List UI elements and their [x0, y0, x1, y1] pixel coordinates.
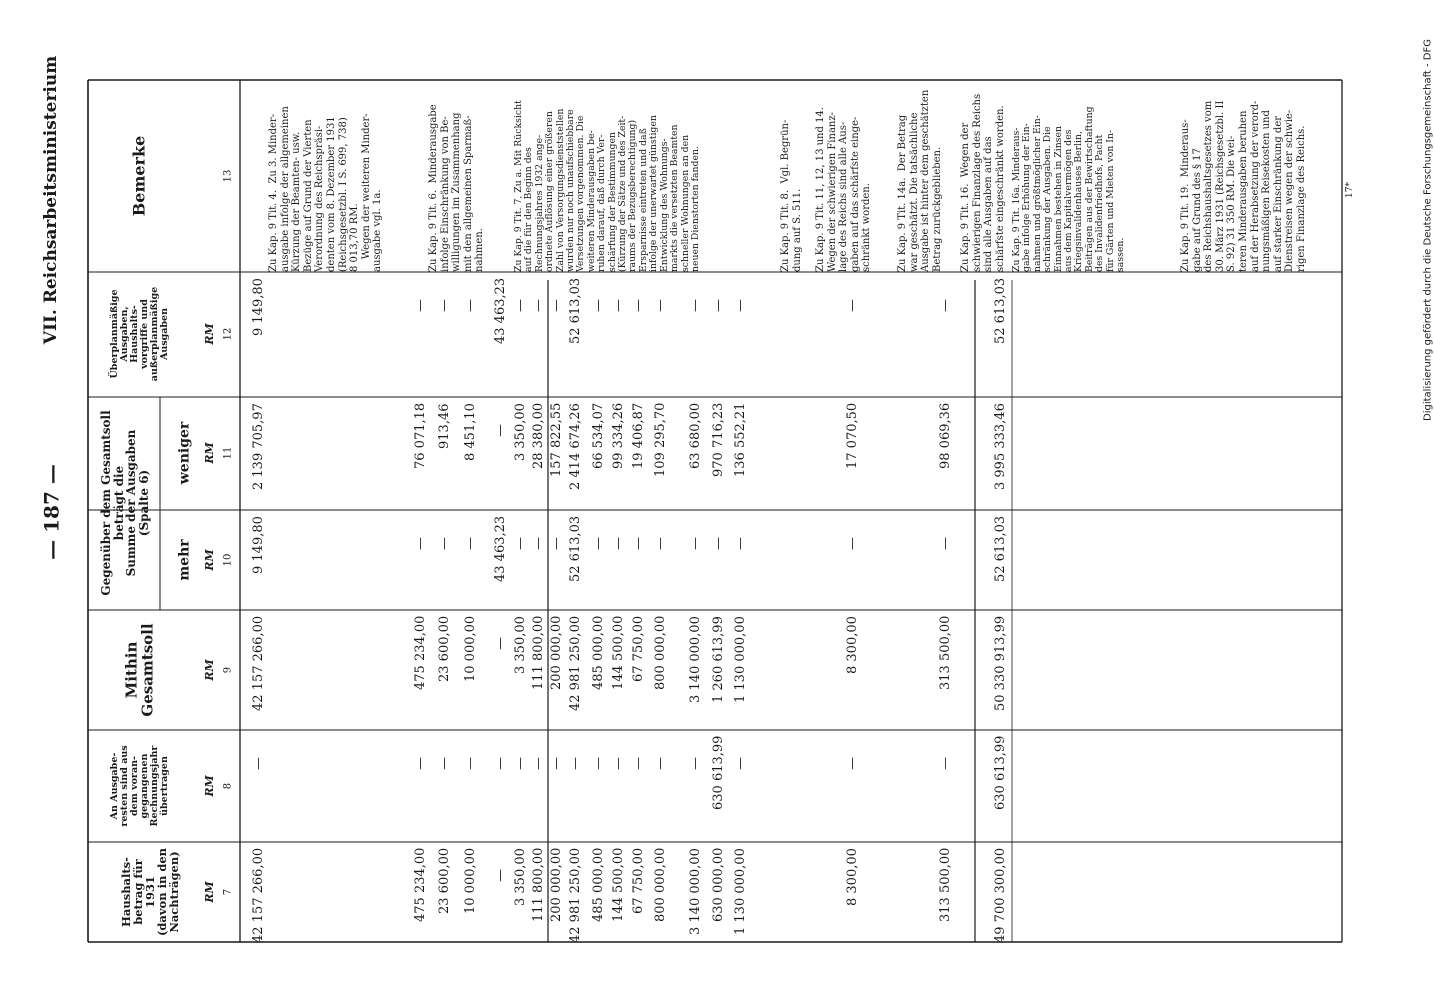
table-cell-c8: 630 613,99 — [711, 735, 726, 810]
table-cell-c9: 800 000,00 — [653, 615, 668, 690]
table-cell-c7: 10 000,00 — [463, 847, 478, 914]
table-cell-c11: 99 334,26 — [611, 402, 626, 469]
column-number-8: 8 — [222, 782, 234, 790]
table-cell-c9: 200 000,00 — [549, 615, 564, 690]
table-cell-c8: — — [733, 757, 748, 770]
table-cell-c7: — — [493, 869, 508, 882]
digitization-note: Digitalisierung gefördert durch die Deutsche Forschungsgemeinschaft - DFG — [1422, 38, 1434, 422]
header-col12: Überplanmäßige Ausgaben, Haushalts- vorgriffe und außerplanmäßige Ausgaben — [109, 286, 170, 382]
table-cell-c10: — — [591, 537, 606, 550]
table-cell-c10: — — [688, 537, 703, 550]
table-cell-c10: 52 613,03 — [993, 515, 1008, 582]
table-cell-c8: — — [591, 757, 606, 770]
table-cell-c9: 42 157 266,00 — [251, 615, 266, 711]
table-cell-c7: 42 981 250,00 — [568, 847, 583, 943]
table-cell-c12: 43 463,23 — [493, 277, 508, 344]
header-col8: An Ausgabe- resten sind aus dem voran- gegangenen Rechnungsjahr übertragen — [109, 745, 170, 827]
unit-label-col11: RM — [203, 442, 217, 464]
table-cell-c11: 19 406,87 — [631, 402, 646, 469]
table-cell-c12: — — [437, 299, 452, 312]
table-cell-c10: — — [938, 537, 953, 550]
page-number: — 187 — — [39, 464, 64, 560]
table-cell-c8: — — [413, 757, 428, 770]
table-cell-c8: — — [631, 757, 646, 770]
remark-note: Zu Kap. 9 Tit. 16a. Minderaus- gabe infolge Erhöhung der Ein- nahmen und größtmöglicher Ein- schränkung der Ausgaben. Die Einnahmen bestehen in Zinsen aus dem Kapitalvermögen des Kriegsinvalidenhauses Berlin, Beiträgen aus der Bewirtschaftung des Invalidenfriedhofs, Pacht für Gärten und Mieten von In- sassen. — [1011, 106, 1127, 272]
table-cell-c9: 50 330 913,99 — [993, 615, 1008, 711]
header-col10-11-group: Gegenüber dem Gesamtsoll beträgt die Summe der Ausgaben (Spalte 6) — [98, 410, 151, 596]
table-cell-c12: — — [733, 299, 748, 312]
table-cell-c11: 2 139 705,97 — [251, 403, 266, 490]
table-cell-c9: 10 000,00 — [463, 615, 478, 682]
column-number-7: 7 — [222, 888, 234, 896]
table-cell-c11: 98 069,36 — [938, 402, 953, 469]
footer-mark: 17* — [1345, 182, 1355, 198]
header-col7: Haushalts- betrag für 1931 (davon in den Nachträgen) — [118, 847, 182, 937]
table-cell-c9: 23 600,00 — [437, 615, 452, 682]
table-cell-c10: — — [711, 537, 726, 550]
table-cell-c9: 3 350,00 — [513, 616, 528, 674]
table-cell-c12: — — [463, 299, 478, 312]
table-cell-c12: 52 613,03 — [568, 277, 583, 344]
table-cell-c7: 3 140 000,00 — [688, 848, 703, 935]
table-cell-c7: 67 750,00 — [631, 847, 646, 914]
table-cell-c11: 8 451,10 — [463, 403, 478, 461]
table-cell-c11: 970 716,23 — [711, 402, 726, 477]
header-col10: mehr — [176, 539, 193, 581]
table-cell-c7: 1 130 000,00 — [733, 848, 748, 935]
table-cell-c7: 49 700 300,00 — [993, 847, 1008, 943]
unit-label-col7: RM — [203, 881, 217, 903]
table-cell-c11: 136 552,21 — [733, 402, 748, 477]
table-cell-c10: — — [531, 537, 546, 550]
column-number-13: 13 — [222, 169, 234, 183]
table-cell-c8: — — [568, 757, 583, 770]
table-cell-c7: 8 300,00 — [845, 848, 860, 906]
table-cell-c12: — — [549, 299, 564, 312]
table-cell-c7: 42 157 266,00 — [251, 847, 266, 943]
table-cell-c12: 52 613,03 — [993, 277, 1008, 344]
table-cell-c8: — — [611, 757, 626, 770]
table-cell-c9: 8 300,00 — [845, 616, 860, 674]
table-cell-c12: — — [938, 299, 953, 312]
header-col13: Bemerke — [129, 135, 149, 217]
table-cell-c10: — — [653, 537, 668, 550]
table-cell-c12: — — [591, 299, 606, 312]
column-number-12: 12 — [222, 327, 234, 341]
table-cell-c7: 800 000,00 — [653, 847, 668, 922]
table-cell-c7: 630 000,00 — [711, 847, 726, 922]
table-cell-c11: 28 380,00 — [531, 402, 546, 469]
table-cell-c7: 313 500,00 — [938, 847, 953, 922]
table-cell-c10: — — [413, 537, 428, 550]
table-cell-c7: 111 800,00 — [531, 847, 546, 922]
table-cell-c9: 475 234,00 — [413, 615, 428, 690]
table-cell-c12: — — [513, 299, 528, 312]
table-cell-c7: 475 234,00 — [413, 847, 428, 922]
table-cell-c11: 63 680,00 — [688, 402, 703, 469]
table-cell-c9: 3 140 000,00 — [688, 616, 703, 703]
table-cell-c8: — — [845, 757, 860, 770]
table-cell-c10: 52 613,03 — [568, 515, 583, 582]
table-cell-c12: — — [413, 299, 428, 312]
column-number-11: 11 — [222, 446, 234, 460]
table-cell-c10: — — [733, 537, 748, 550]
remark-note: Zu Kap. 9 Tit. 6. Minderausgabe infolge Einschränkung von Be- willigungen im Zusammenhang mit den allgemeinen Sparmaß- nahmen. — [428, 104, 486, 272]
table-cell-c11: 2 414 674,26 — [568, 403, 583, 490]
table-cell-c10: — — [463, 537, 478, 550]
table-cell-c11: 66 534,07 — [591, 402, 606, 469]
table-cell-c9: 313 500,00 — [938, 615, 953, 690]
table-cell-c9: 144 500,00 — [611, 615, 626, 690]
table-cell-c9: 111 800,00 — [531, 615, 546, 690]
table-cell-c9: 1 130 000,00 — [733, 616, 748, 703]
table-cell-c12: — — [711, 299, 726, 312]
unit-label-col10: RM — [203, 549, 217, 571]
table-cell-c12: — — [531, 299, 546, 312]
ministry-title: VII. Reichsarbeitsministerium — [41, 55, 62, 345]
table-cell-c10: — — [513, 537, 528, 550]
unit-label-col8: RM — [203, 775, 217, 797]
table-cell-c12: — — [688, 299, 703, 312]
table-cell-c8: — — [493, 757, 508, 770]
remark-note: Zu Kap. 9 Tit. 19. Minderaus- gabe auf Grund des § 17 des Reichshaushaltsgesetzes vom 30. März 1931 (Reichsgesetzbl. II S. 92) 31 350 RM. Die wei- teren Minderausgaben beruhen auf der Herabsetzung der verord- nungsmäßigen Reisekosten und auf starker Einschränkung der Dienstreisen wegen der schwie- rigen Finanzlage des Reichs. — [1180, 100, 1307, 272]
table-cell-c11: 76 071,18 — [413, 402, 428, 469]
table-cell-c9: — — [493, 637, 508, 650]
table-cell-c10: 43 463,23 — [493, 515, 508, 582]
remark-note: Zu Kap. 9 Tit. 11, 12, 13 und 14. Wegen der schwierigen Finanz- lage des Reichs sind alle Aus- gaben auf das schärfste einge- schränkt worden. — [815, 107, 873, 272]
remark-note: Zu Kap. 9 Tit. 14a. Der Betrag war geschätzt. Die tatsächliche Ausgabe ist hinter dem geschätzten Betrag zurückgeblieben. — [897, 89, 943, 272]
remark-note: Zu Kap. 9 Tit. 8. Vgl. Begrün- dung auf S. 511. — [780, 119, 803, 272]
column-number-9: 9 — [222, 666, 234, 674]
table-cell-c8: — — [531, 757, 546, 770]
unit-label-col9: RM — [203, 659, 217, 681]
table-cell-c8: — — [437, 757, 452, 770]
unit-label-col12: RM — [203, 323, 217, 345]
table-cell-c12: — — [653, 299, 668, 312]
table-cell-c8: — — [549, 757, 564, 770]
table-cell-c9: 1 260 613,99 — [711, 616, 726, 703]
table-cell-c8: 630 613,99 — [993, 735, 1008, 810]
table-cell-c9: 67 750,00 — [631, 615, 646, 682]
header-col9: Mithin Gesamtsoll — [122, 623, 156, 717]
table-cell-c11: 17 070,50 — [845, 402, 860, 469]
table-cell-c11: 913,46 — [437, 403, 452, 449]
table-cell-c11: 3 995 333,46 — [993, 403, 1008, 490]
table-cell-c10: — — [845, 537, 860, 550]
table-cell-c10: — — [437, 537, 452, 550]
column-number-10: 10 — [222, 553, 234, 567]
table-cell-c7: 144 500,00 — [611, 847, 626, 922]
table-cell-c8: — — [251, 757, 266, 770]
table-cell-c10: — — [631, 537, 646, 550]
header-col11: weniger — [176, 421, 193, 485]
table-cell-c12: — — [845, 299, 860, 312]
table-cell-c8: — — [688, 757, 703, 770]
table-cell-c11: 3 350,00 — [513, 403, 528, 461]
remark-note: Zu Kap. 9 Tit. 7, Zu a. Mit Rücksicht auf die für den Beginn des Rechnungsjahres 1932 ange- ordnete Auflösung einer größeren Zahl von Versorgungsdienststellen wurden nur noch unaufschiebbare Versetzungen vorgenommen. Die weiteren Minderausgaben be- ruhen darauf, daß durch Ver- schärfung der Bestimmungen (Kürzung der Sätze und des Zeit- raums der Bezugsberechtigung) Ersparnisse eintreten und daß infolge der unerwartet günstigen Entwicklung des Wohnungs- markts die versetzten Beamten schneller Wohnungen an den neuen Dienstorten fanden. — [513, 100, 701, 272]
table-cell-c12: 9 149,80 — [251, 278, 266, 336]
table-cell-c8: — — [938, 757, 953, 770]
table-cell-c10: — — [549, 537, 564, 550]
table-cell-c11: — — [493, 424, 508, 437]
table-cell-c7: 23 600,00 — [437, 847, 452, 914]
table-cell-c10: 9 149,80 — [251, 516, 266, 574]
table-cell-c9: 485 000,00 — [591, 615, 606, 690]
table-cell-c9: 42 981 250,00 — [568, 615, 583, 711]
table-cell-c7: 3 350,00 — [513, 848, 528, 906]
table-cell-c7: 200 000,00 — [549, 847, 564, 922]
table-cell-c8: — — [513, 757, 528, 770]
table-cell-c11: 109 295,70 — [653, 402, 668, 477]
table-cell-c12: — — [611, 299, 626, 312]
table-cell-c11: 157 822,55 — [549, 402, 564, 477]
table-cell-c8: — — [653, 757, 668, 770]
table-cell-c10: — — [611, 537, 626, 550]
table-cell-c12: — — [631, 299, 646, 312]
remark-note: Zu Kap. 9 Tit. 4. Zu 3. Minder- ausgabe infolge der allgemeinen Kürzung der Beamten- usw. Bezüge auf Grund der Vierten Verordnung des Reichspräsi- denten vom 8. Dezember 1931 (Reichsgesetzbl. I S. 699, 738) 8 013,70 RM. Wegen der weiteren Minder- ausgabe vgl. 1a. — [268, 106, 384, 272]
table-cell-c8: — — [463, 757, 478, 770]
remark-note: Zu Kap. 9 Tit. 16. Wegen der schwierigen Finanzlage des Reichs sind alle Ausgaben auf das schärfste eingeschränkt worden. — [960, 93, 1006, 272]
table-cell-c7: 485 000,00 — [591, 847, 606, 922]
